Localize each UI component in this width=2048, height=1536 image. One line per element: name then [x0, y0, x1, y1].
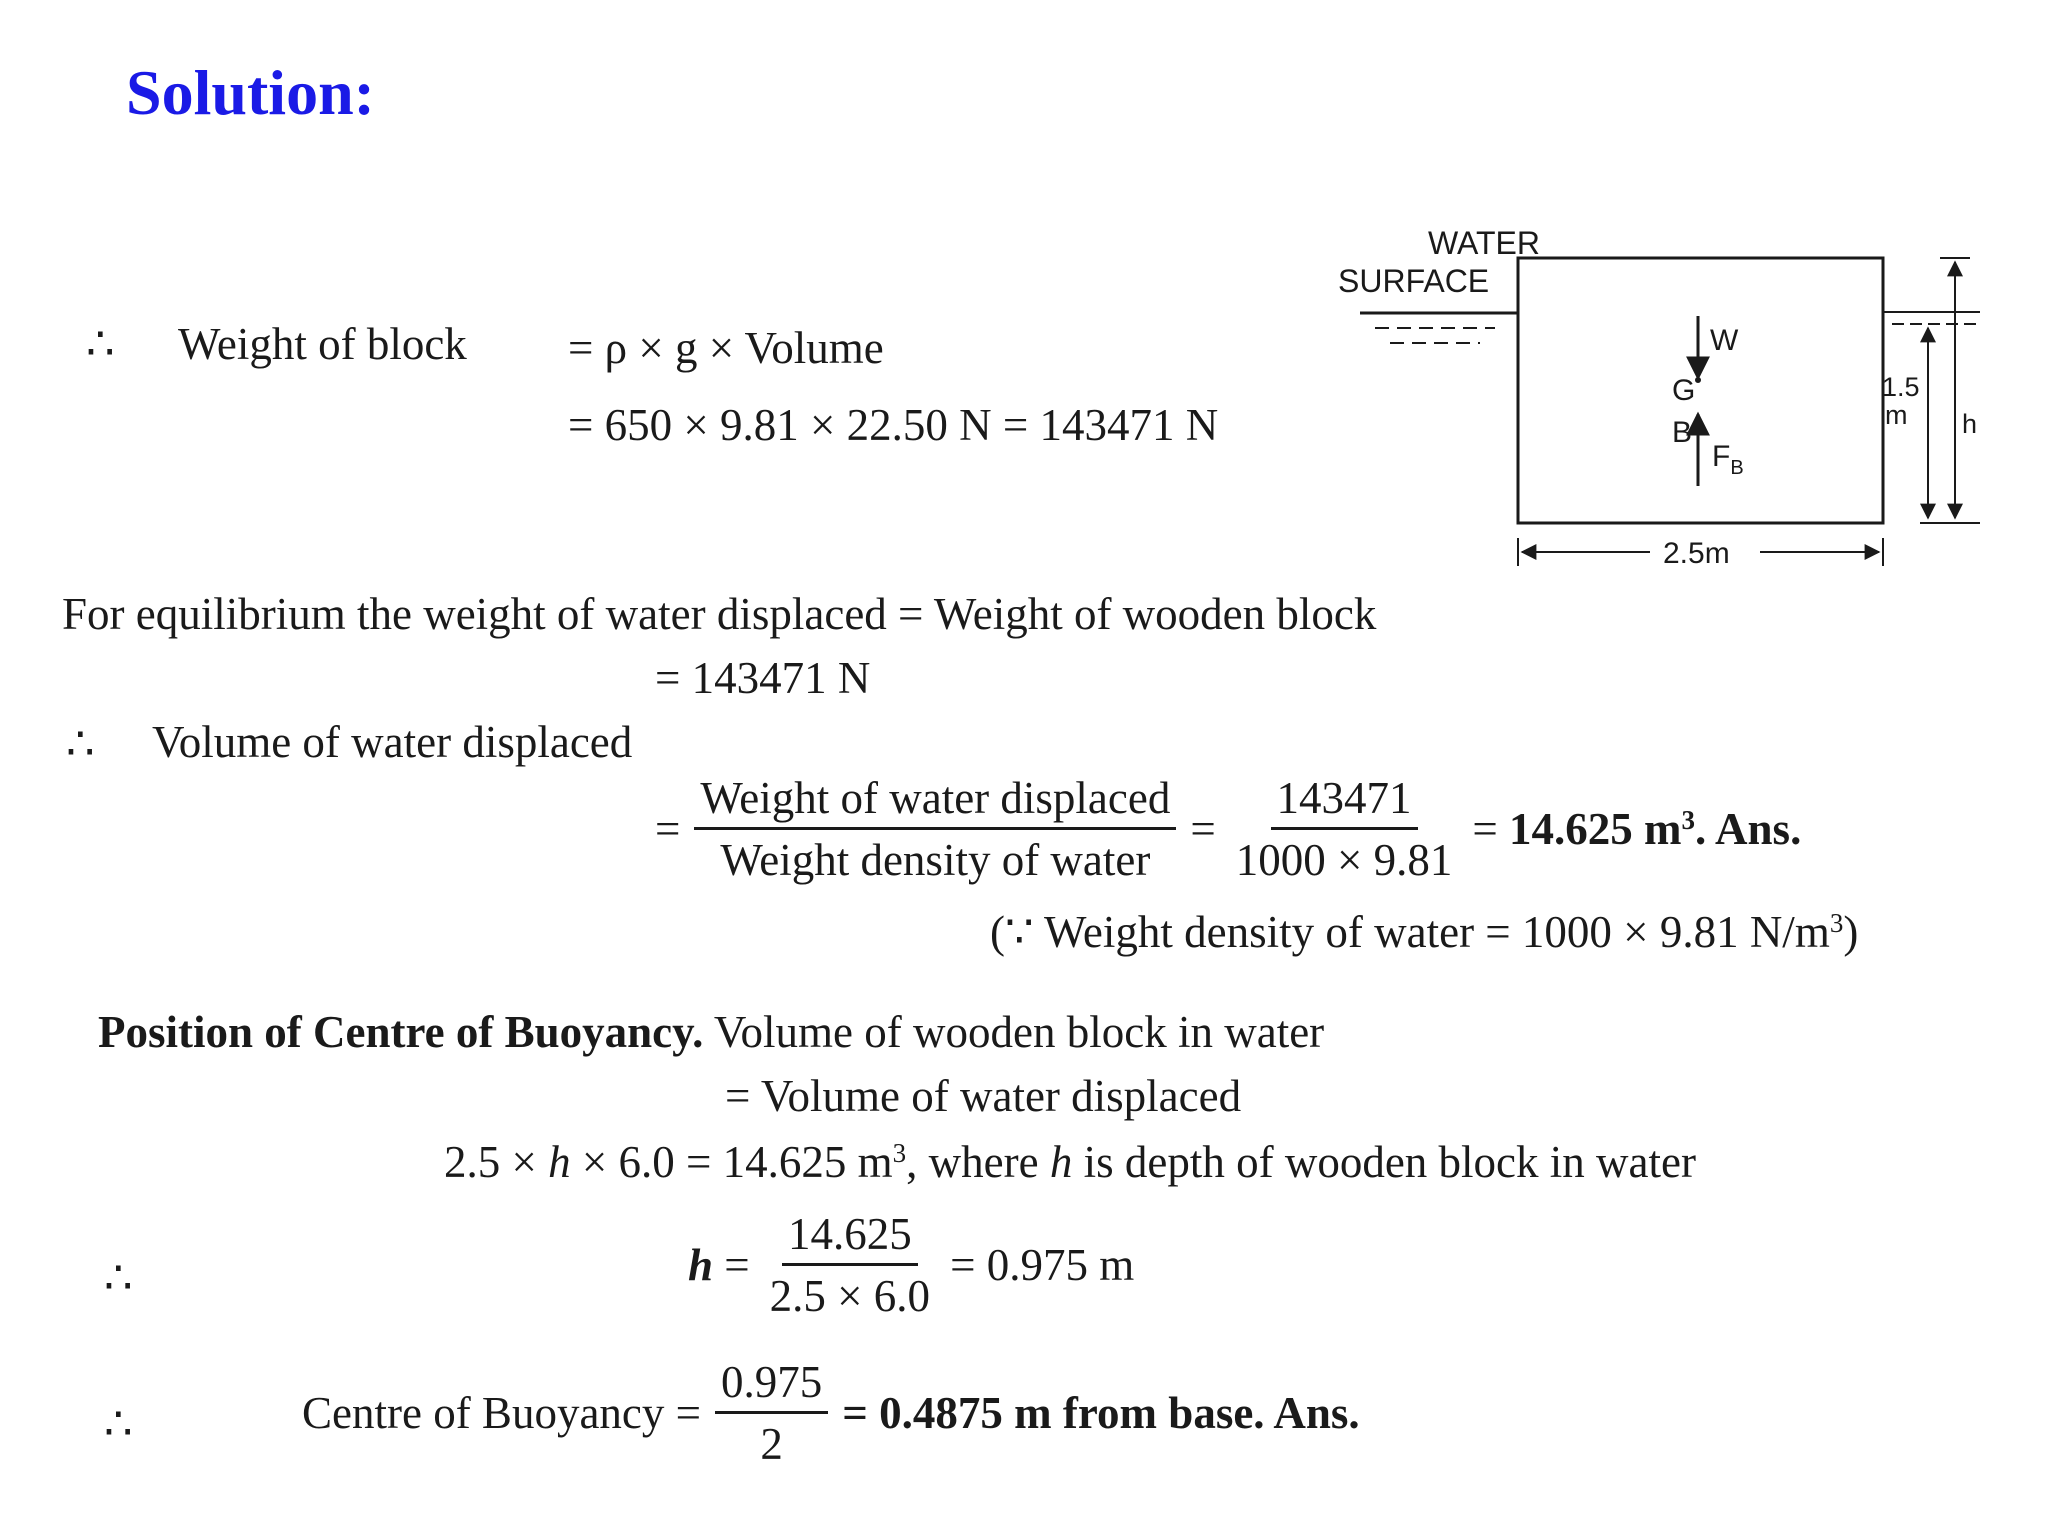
volume-fraction-numbers: [1230, 773, 1459, 885]
cob-fraction: [715, 1357, 828, 1469]
buoyancy-heading: Position of Centre of Buoyancy.: [98, 1007, 704, 1057]
fraction-denominator: Weight density of water: [720, 835, 1151, 885]
cob-label: Centre of Buoyancy =: [302, 1388, 702, 1438]
page-heading: Solution:: [126, 57, 375, 128]
centre-of-gravity-label: G: [1672, 374, 1696, 407]
buoyancy-heading-line: [98, 1007, 1325, 1057]
fraction-denominator: 2.5 × 6.0: [769, 1271, 931, 1321]
equilibrium-result: = 143471 N: [655, 653, 871, 703]
fraction-numerator: 143471: [1271, 776, 1418, 830]
water-label-2: SURFACE: [1338, 263, 1490, 299]
fraction-numerator: 0.975: [715, 1360, 828, 1414]
weight-label-w: W: [1710, 324, 1739, 357]
volume-fraction-words: [694, 773, 1176, 885]
depth-equation: [688, 1209, 1135, 1321]
depth-lhs: h =: [688, 1240, 750, 1290]
height-value: 1.5: [1882, 372, 1920, 402]
weight-label: Weight of block: [178, 319, 467, 369]
height-unit: m: [1885, 400, 1908, 430]
therefore-symbol: ∴: [86, 319, 115, 369]
wooden-block: [1518, 258, 1883, 523]
equals-sign: =: [655, 804, 681, 854]
water-label-1: WATER: [1428, 225, 1540, 261]
centre-of-buoyancy-label: B: [1672, 416, 1693, 449]
depth-label: h: [1962, 409, 1978, 439]
volume-equation: [655, 773, 1802, 885]
buoyancy-line-2: = Volume of water displaced: [725, 1071, 1242, 1121]
cob-equation: [302, 1357, 1360, 1469]
therefore-symbol: ∴: [104, 1399, 133, 1449]
cob-result: = 0.4875 m from base. Ans.: [842, 1388, 1360, 1438]
buoyant-force-label: $F_B$: [1712, 440, 1744, 479]
volume-result: = 14.625 $m^3$. Ans.: [1472, 804, 1802, 854]
depth-fraction: [764, 1209, 936, 1321]
fraction-denominator: 1000 × 9.81: [1235, 835, 1453, 885]
therefore-symbol: ∴: [66, 719, 95, 769]
centre-of-gravity-point: [1695, 377, 1701, 383]
weight-density-note: (∵ Weight density of water = 1000 × 9.81 $N/m^3$): [990, 907, 1859, 957]
fraction-numerator: Weight of water displaced: [694, 776, 1176, 830]
width-label: 2.5m: [1663, 537, 1730, 570]
volume-label: Volume of water displaced: [152, 717, 633, 767]
fraction-numerator: 14.625: [782, 1212, 918, 1266]
fraction-denominator: 2: [760, 1419, 783, 1469]
buoyancy-heading-rest: Volume of wooden block in water: [713, 1007, 1325, 1057]
equals-sign: =: [1190, 804, 1216, 854]
depth-result: = 0.975 m: [950, 1240, 1135, 1290]
weight-value: = 650 × 9.81 × 22.50 N = 143471 N: [568, 400, 1219, 450]
weight-formula: = ρ × g × Volume: [568, 323, 884, 373]
equilibrium-statement: For equilibrium the weight of water displaced = Weight of wooden block: [62, 589, 1377, 639]
floating-block-diagram: [1320, 218, 2000, 588]
therefore-symbol: ∴: [104, 1253, 133, 1303]
buoyancy-line-3: 2.5 × h × 6.0 = 14.625 $m^3$, where h is depth of wooden block in water: [444, 1137, 1696, 1187]
